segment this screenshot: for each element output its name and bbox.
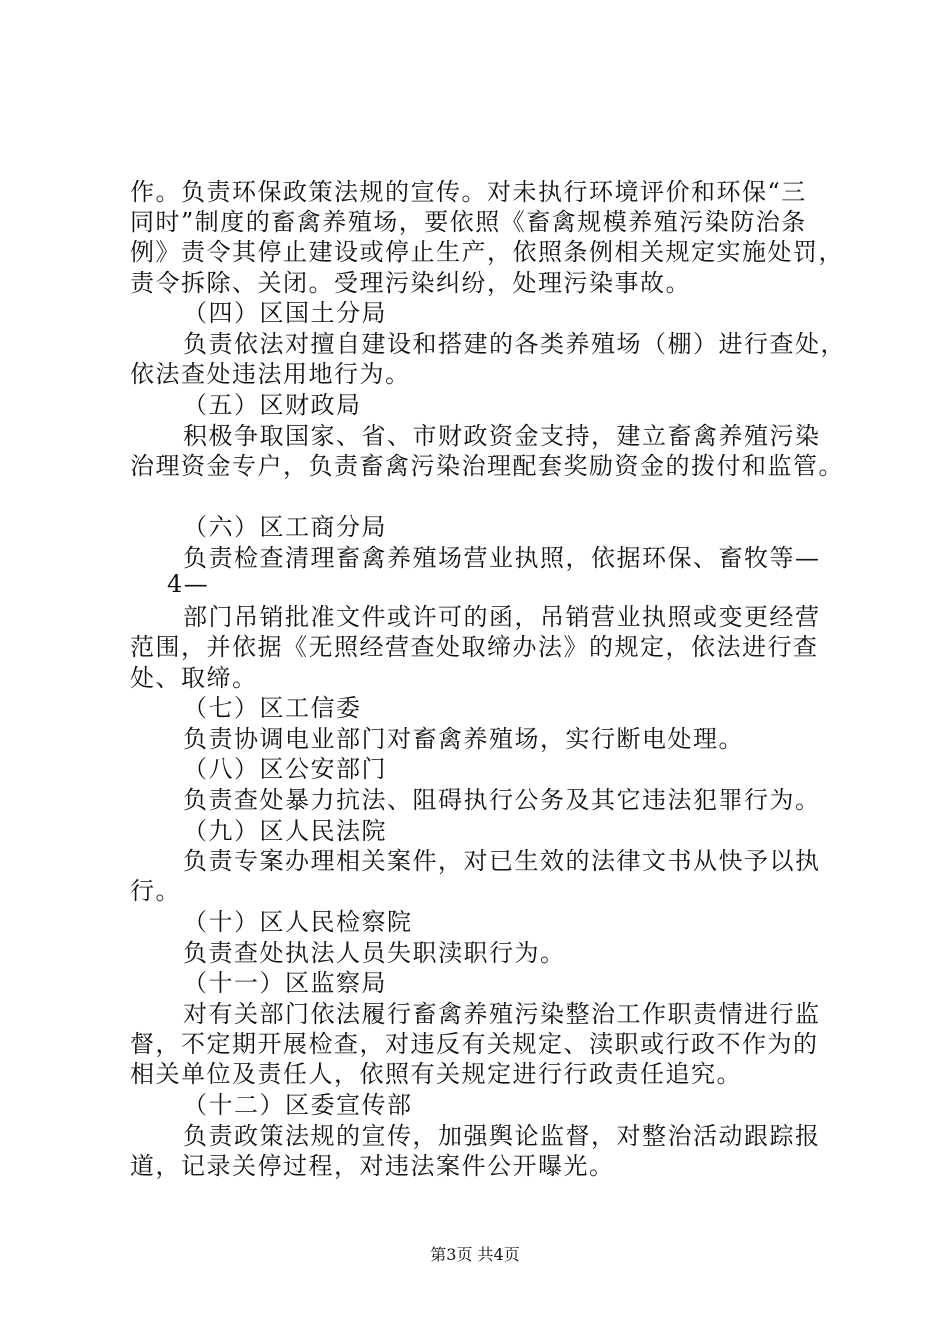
text-line: 负责依法对擅自建设和搭建的各类养殖场（棚）进行查处，	[183, 330, 846, 358]
section-heading: （七）区工信委	[183, 694, 362, 722]
section-heading: （十二）区委宣传部	[183, 1091, 413, 1119]
page-footer: 第3页 共4页	[430, 1245, 520, 1264]
text-line: 负责政策法规的宣传，加强舆论监督，对整治活动跟踪报	[183, 1122, 821, 1150]
section-heading: （五）区财政局	[183, 391, 362, 419]
text-line: 负责协调电业部门对畜禽养殖场，实行断电处理。	[183, 725, 744, 753]
text-line: 负责查处执法人员失职渎职行为。	[183, 939, 566, 967]
text-line: 例》责令其停止建设或停止生产，依照条例相关规定实施处罚，	[130, 238, 844, 266]
section-heading: （九）区人民法院	[183, 817, 387, 845]
text-line: 范围，并依据《无照经营查处取缔办法》的规定，依法进行查	[130, 633, 819, 661]
text-line: 治理资金专户，负责畜禽污染治理配套奖励资金的拨付和监管。	[130, 452, 844, 480]
section-heading: （十）区人民检察院	[183, 908, 413, 936]
text-line: 负责查处暴力抗法、阻碍执行公务及其它违法犯罪行为。	[183, 786, 821, 814]
text-line: 部门吊销批准文件或许可的函，吊销营业执照或变更经营	[183, 603, 821, 631]
text-line: 同时”制度的畜禽养殖场，要依照《畜禽规模养殖污染防治条	[130, 208, 807, 236]
text-line: 相关单位及责任人，依照有关规定进行行政责任追究。	[130, 1060, 742, 1088]
text-line: 负责专案办理相关案件，对已生效的法律文书从快予以执	[183, 847, 821, 875]
page-marker: 4—	[167, 570, 210, 598]
text-line: 积极争取国家、省、市财政资金支持，建立畜禽养殖污染	[183, 422, 821, 450]
text-line: 责令拆除、关闭。受理污染纠纷，处理污染事故。	[130, 269, 691, 297]
text-line: 行。	[130, 877, 181, 905]
section-heading: （六）区工商分局	[183, 513, 387, 541]
text-line: 处、取缔。	[130, 664, 258, 692]
section-heading: （十一）区监察局	[183, 969, 387, 997]
text-line: 督，不定期开展检查，对违反有关规定、渎职或行政不作为的	[130, 1030, 819, 1058]
text-line: 负责检查清理畜禽养殖场营业执照，依据环保、畜牧等—	[183, 544, 821, 572]
text-line: 道，记录关停过程，对违法案件公开曝光。	[130, 1152, 615, 1180]
text-line: 作。负责环保政策法规的宣传。对未执行环境评价和环保“三	[130, 178, 807, 206]
section-heading: （四）区国土分局	[183, 299, 387, 327]
section-heading: （八）区公安部门	[183, 755, 387, 783]
text-line: 依法查处违法用地行为。	[130, 360, 411, 388]
text-line: 对有关部门依法履行畜禽养殖污染整治工作职责情进行监	[183, 1000, 821, 1028]
